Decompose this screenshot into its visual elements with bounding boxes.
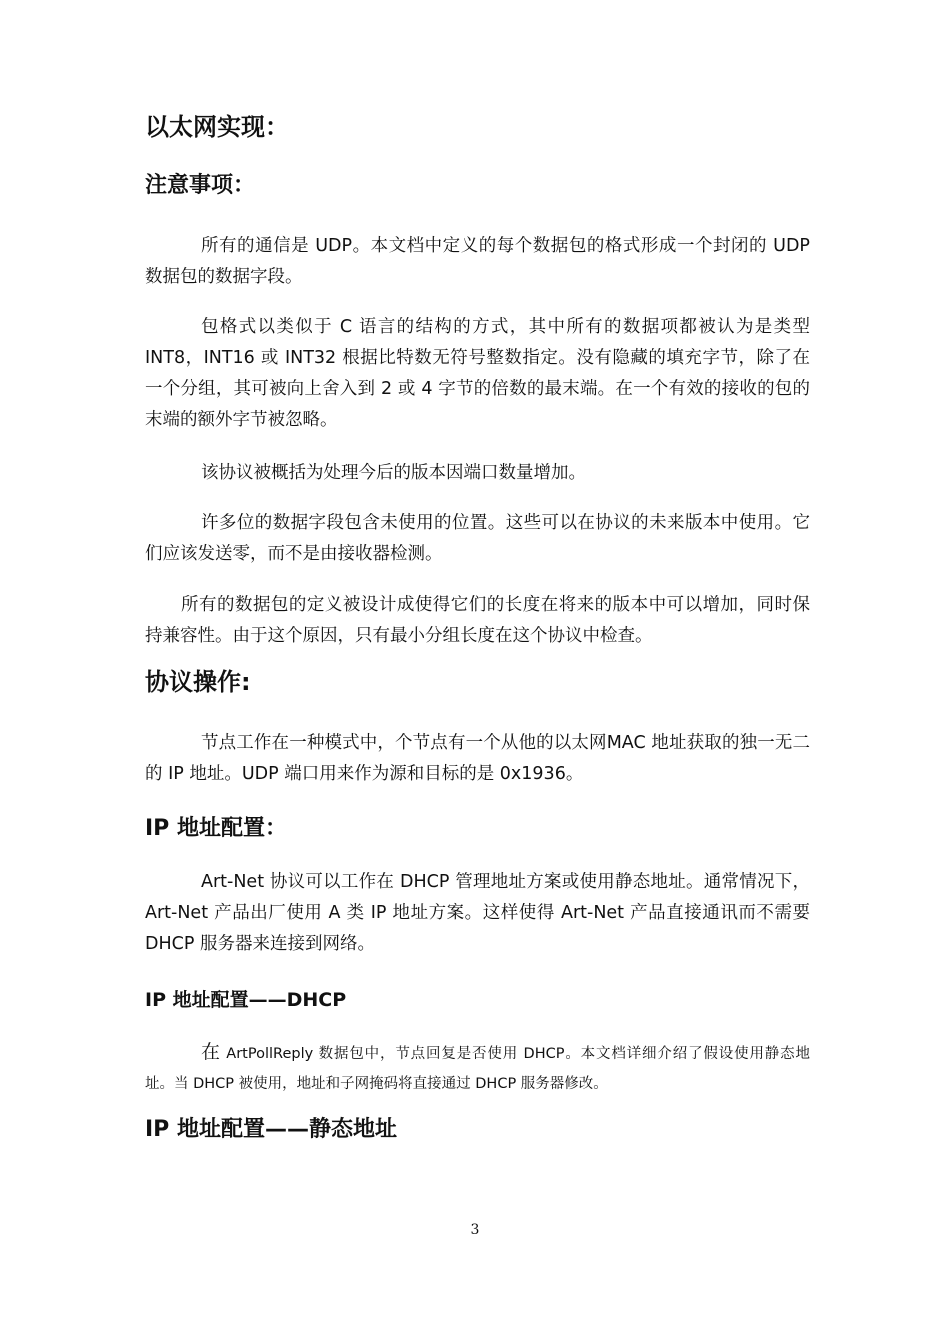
paragraph-node: 节点工作在一种模式中，个节点有一个从他的以太网MAC 地址获取的独一无二的 IP 地址。UDP 端口用来作为源和目标的是 0x1936。 xyxy=(145,733,810,784)
page-number: 3 xyxy=(470,1222,480,1238)
paragraph-format: 包格式以类似于 C 语言的结构的方式，其中所有的数据项都被认为是类型 INT8，INT16 或 INT32 根据比特数无符号整数指定。没有隐藏的填充字节，除了在一个分组，其可被向上舍入到 2 或 4 字节的倍数的最末端。在一个有效的接收的包的末端的额外字节被忽略。 xyxy=(145,317,810,430)
paragraph-artnet: Art-Net 协议可以工作在 DHCP 管理地址方案或使用静态地址。通常情况下，Art-Net 产品出厂使用 A 类 IP 地址方案。这样使得 Art-Net 产品直接通讯而不需要 DHCP 服务器来连接到网络。 xyxy=(145,872,810,954)
heading-notes: 注意事项： xyxy=(145,173,256,198)
paragraph-compatibility: 所有的数据包的定义被设计成使得它们的长度在将来的版本中可以增加，同时保持兼容性。由于这个原因，只有最小分组长度在这个协议中检查。 xyxy=(145,595,810,646)
heading-ip-config: IP 地址配置： xyxy=(145,816,287,841)
paragraph-dhcp-first-char: 在 xyxy=(201,1041,221,1063)
heading-ip-static: IP 地址配置——静态地址 xyxy=(145,1117,397,1142)
heading-ethernet: 以太网实现： xyxy=(145,113,289,141)
paragraph-dhcp xyxy=(145,1037,810,1099)
paragraph-unused: 许多位的数据字段包含未使用的位置。这些可以在协议的未来版本中使用。它们应该发送零，而不是由接收器检测。 xyxy=(145,513,810,564)
paragraph-udp: 所有的通信是 UDP。本文档中定义的每个数据包的格式形成一个封闭的 UDP 数据包的数据字段。 xyxy=(145,236,810,287)
paragraph-summary: 该协议被概括为处理今后的版本因端口数量增加。 xyxy=(201,463,586,483)
heading-ip-dhcp: IP 地址配置——DHCP xyxy=(145,989,347,1011)
heading-protocol-operation: 协议操作: xyxy=(145,668,251,696)
paragraph-dhcp-text: ArtPollReply 数据包中，节点回复是否使用 DHCP。本文档详细介绍了假设使用静态地址。当 DHCP 被使用，地址和子网掩码将直接通过 DHCP 服务器修改。 xyxy=(145,1046,810,1092)
